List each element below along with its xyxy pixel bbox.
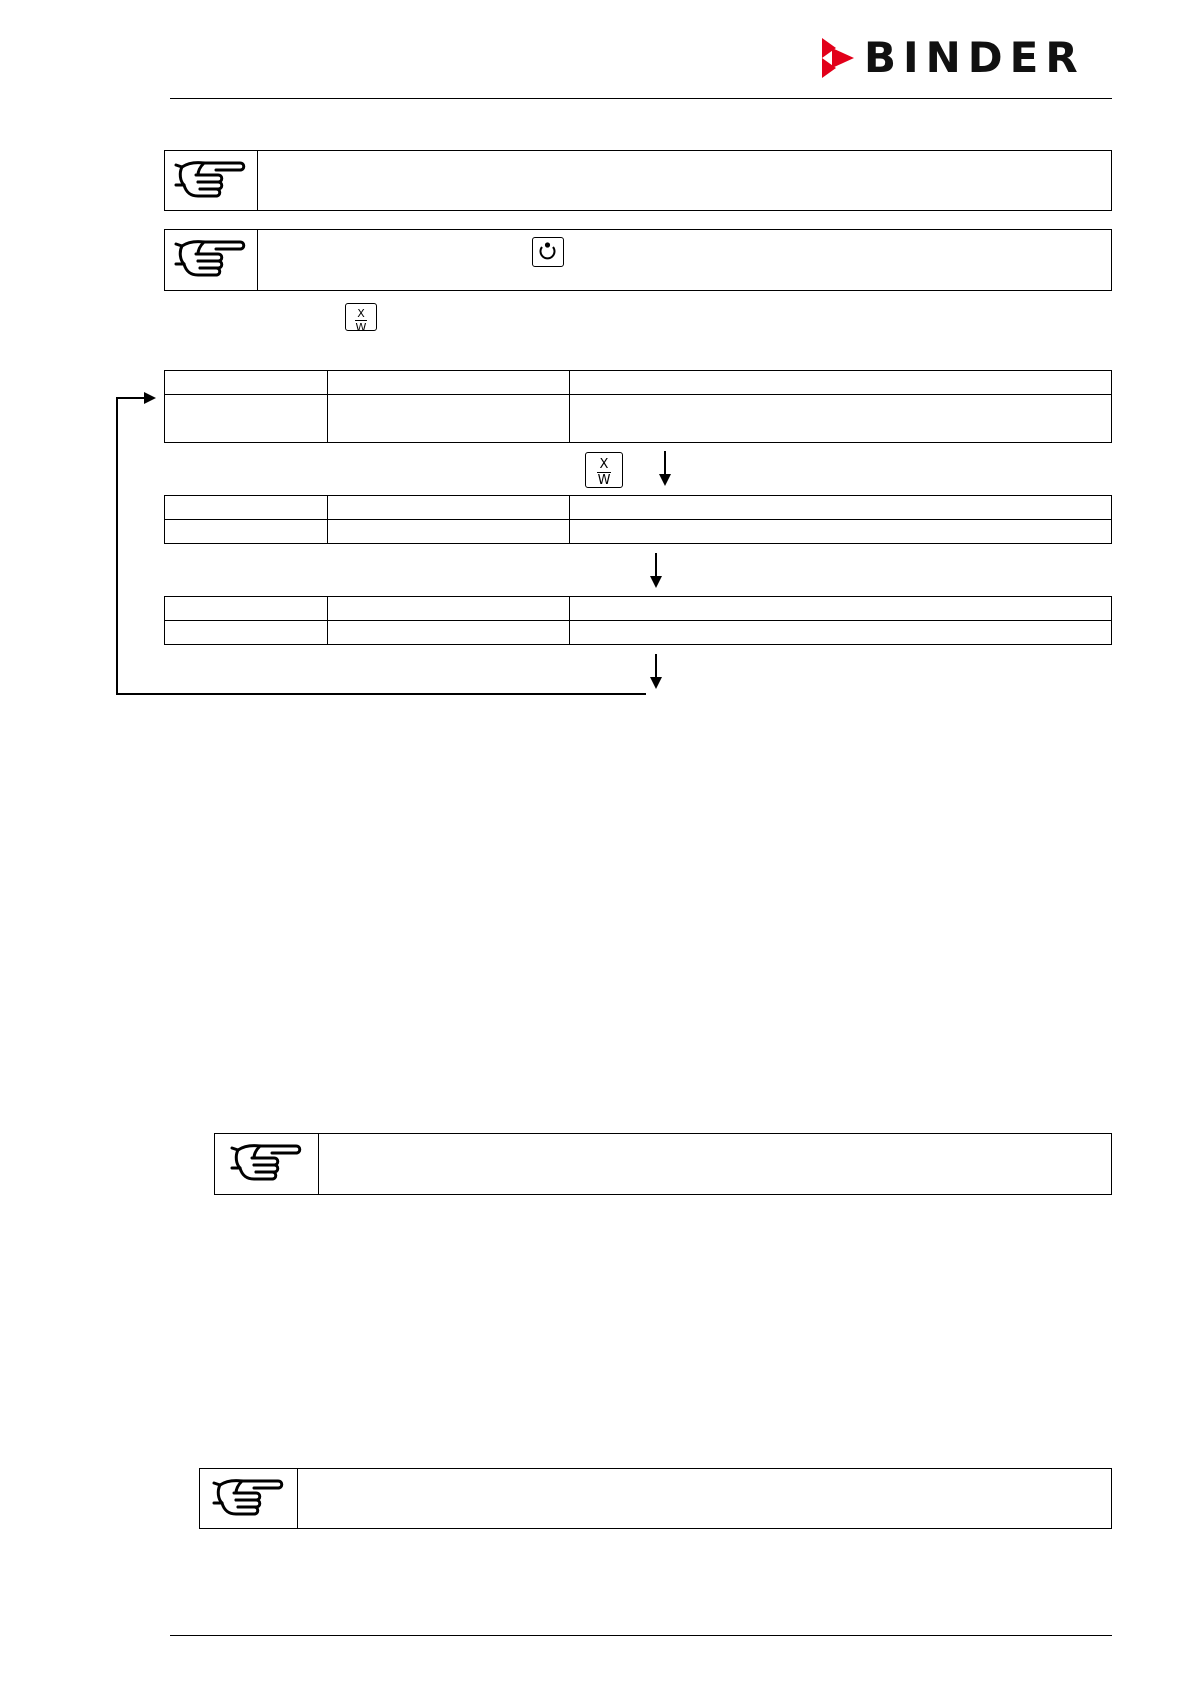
table-cell [165,520,328,544]
note-box [199,1468,1112,1529]
table-row [165,496,1112,520]
table-cell [570,496,1112,520]
flow-arrow-shaft [664,451,666,475]
footer-rule [170,1635,1112,1636]
table-cell [570,395,1112,443]
loop-return-line-bottom [116,693,646,695]
note-box [164,229,1112,291]
table-cell [328,597,570,621]
pointing-hand-icon [212,1473,286,1525]
flow-table-3 [164,596,1112,645]
table-cell [328,520,570,544]
flow-table-2 [164,495,1112,544]
setpoint-key-w: W [355,321,367,334]
arrow-down-icon [650,576,662,588]
setpoint-key-w: W [597,473,611,488]
note-box [214,1133,1112,1195]
table-cell [165,395,328,443]
pointing-hand-icon [174,155,248,207]
loop-return-line-left [116,397,118,695]
pointing-hand-icon [174,234,248,286]
setpoint-key-x: X [357,307,365,320]
arrow-down-icon [650,677,662,689]
table-cell [328,395,570,443]
flow-table-1 [164,370,1112,443]
table-row [165,621,1112,645]
loop-return-line-top [116,397,146,399]
table-cell [165,371,328,395]
brand-name: BINDER [864,33,1085,82]
table-cell [328,621,570,645]
table-cell [570,520,1112,544]
note-box [164,150,1112,211]
table-cell [570,621,1112,645]
program-key-button[interactable] [532,237,564,267]
header-rule [170,98,1112,99]
table-row [165,520,1112,544]
arrow-down-icon [659,474,671,486]
setpoint-key-button[interactable] [585,452,623,488]
table-cell [328,496,570,520]
table-row [165,371,1112,395]
table-cell [165,597,328,621]
table-row [165,597,1112,621]
note-hand-cell [165,151,258,210]
binder-logo [822,33,1112,82]
table-cell [165,496,328,520]
setpoint-key-x: X [599,457,609,472]
note-hand-cell [165,230,258,290]
program-cycle-key-icon [533,238,562,265]
arrow-right-icon [144,392,156,404]
note-hand-cell [200,1469,298,1528]
table-cell [570,371,1112,395]
binder-logo-mark-icon [822,38,858,78]
table-cell [570,597,1112,621]
table-cell [165,621,328,645]
pointing-hand-icon [230,1138,304,1190]
setpoint-key-button[interactable] [345,303,377,334]
flow-arrow-shaft [655,654,657,678]
flow-arrow-shaft [655,553,657,577]
table-cell [328,371,570,395]
table-row [165,395,1112,443]
note-hand-cell [215,1134,319,1194]
